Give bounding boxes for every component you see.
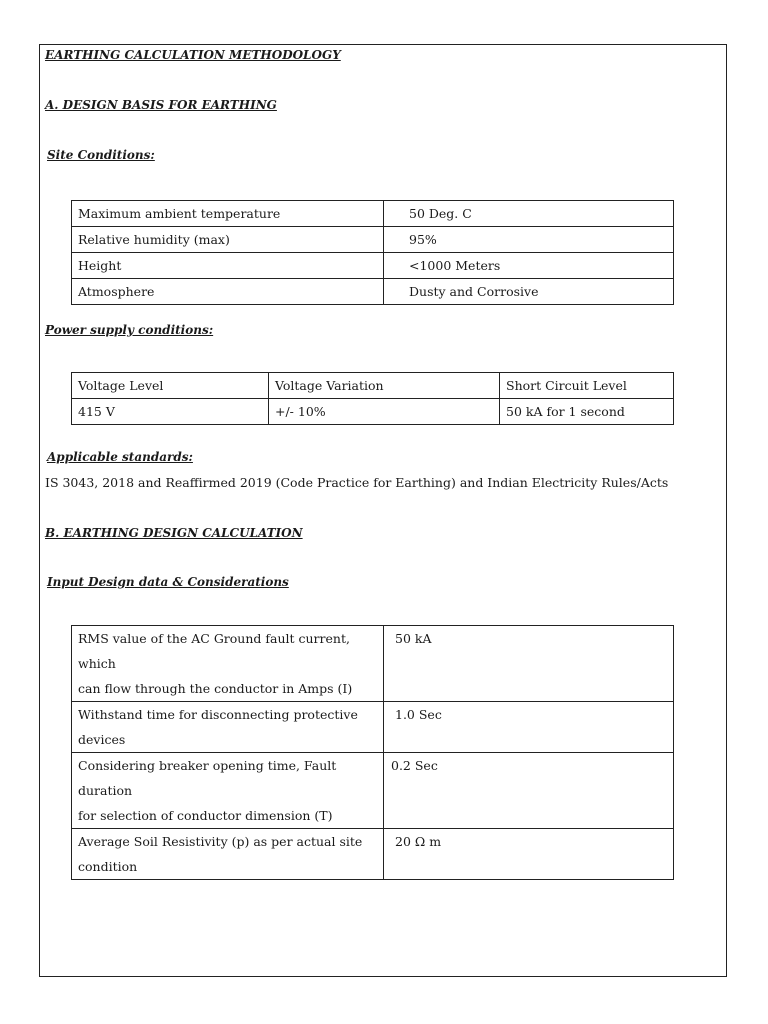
section-b-heading: B. EARTHING DESIGN CALCULATION [45,526,303,540]
input-value: 50 kA [384,626,674,702]
power-supply-heading: Power supply conditions: [45,323,214,337]
site-condition-label: Maximum ambient temperature [72,201,384,227]
input-label-line: devices [78,732,126,747]
standards-heading: Applicable standards: [47,450,193,464]
input-label [72,626,384,702]
table-row [72,201,674,227]
site-condition-label: Atmosphere [72,279,384,305]
column-header: Voltage Level [72,373,269,399]
power-supply-table [71,372,674,425]
site-condition-value: <1000 Meters [384,253,674,279]
input-data-table [71,625,674,880]
input-label-line: Withstand time for disconnecting protective [78,707,358,722]
input-label [72,753,384,829]
input-value: 0.2 Sec [384,753,674,829]
table-header-row [72,373,674,399]
site-condition-value: Dusty and Corrosive [384,279,674,305]
site-conditions-heading: Site Conditions: [47,148,155,162]
table-row [72,626,674,702]
document-title: EARTHING CALCULATION METHODOLOGY [45,48,341,62]
input-label-line: Average Soil Resistivity (p) as per actual site [78,834,363,849]
standards-text: IS 3043, 2018 and Reaffirmed 2019 (Code Practice for Earthing) and Indian Electricity Rules/Acts [45,475,669,490]
table-row [72,753,674,829]
input-label-line: Considering breaker opening time, Fault duration [78,758,337,798]
table-cell: 415 V [72,399,269,425]
site-condition-label: Relative humidity (max) [72,227,384,253]
input-value: 1.0 Sec [384,702,674,753]
site-condition-value: 95% [384,227,674,253]
section-a-heading: A. DESIGN BASIS FOR EARTHING [45,98,277,112]
input-data-heading: Input Design data & Considerations [47,575,289,589]
input-value: 20 Ω m [384,829,674,880]
table-cell: +/- 10% [269,399,500,425]
input-label-line: RMS value of the AC Ground fault current, which [78,631,350,671]
table-row [72,399,674,425]
input-label-line: can flow through the conductor in Amps (I) [78,681,353,696]
column-header: Short Circuit Level [500,373,674,399]
column-header: Voltage Variation [269,373,500,399]
site-conditions-table [71,200,674,305]
table-row [72,279,674,305]
input-label-line: for selection of conductor dimension (T) [78,808,333,823]
input-label [72,702,384,753]
table-row [72,227,674,253]
input-label-line: condition [78,859,138,874]
table-row [72,829,674,880]
input-label [72,829,384,880]
table-row [72,253,674,279]
site-condition-value: 50 Deg. C [384,201,674,227]
table-cell: 50 kA for 1 second [500,399,674,425]
site-condition-label: Height [72,253,384,279]
table-row [72,702,674,753]
